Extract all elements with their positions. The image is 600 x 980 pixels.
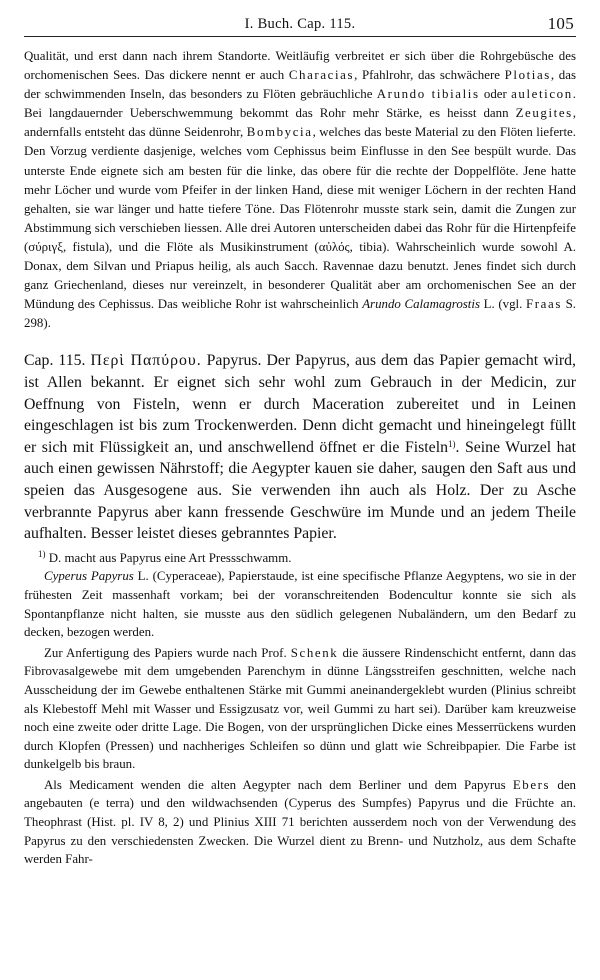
chapter-text-b: . Seine Wurzel hat auch einen gewissen Nährstoff; die Aegypter kauen sie daher, saugen den Saft aus und speien das Ausgesogene aus. Sie verwenden ihn auch als Holz. Der zu Asche verbrannte Papyrus aber kann fressende Geschwüre im Munde und an jedem Theile aufhalten. Besser leistet dieses gebranntes Papier.: [24, 438, 576, 543]
spaced-term: Schenk: [290, 645, 339, 660]
text-run: . Bei langdauernder Ueberschwemmung bekommt das Rohr mehr Stärke, es heisst dann: [24, 87, 576, 121]
spaced-term: Plotias: [504, 68, 551, 83]
footnote-reference: 1): [447, 438, 456, 449]
spaced-term: auleticon: [511, 87, 573, 102]
text-run: S. 298).: [24, 297, 576, 331]
text-run: , Pfahlrohr, das schwächere: [354, 68, 505, 83]
text-run: , welches das beste Material zu den Flöten lieferte. Den Vorzug verdiente dasjenige, welches vom Cephissus beim Einflusse in den See bespült wurde. Das unterste Ende eignete sich am besten für die linke, das obere für die rechte der Doppelflöte. Jene hatte mehr Löcher und wurde vom Pfeifer in der linken Hand, diese mit weniger Löchern in der rechten Hand gehalten, sie war länger und hatte tiefere Töne. Das Flötenrohr musste stark sein, damit die Zungen zur Abstimmung sich verschieben liessen. Alle drei Autoren unterscheiden dabei das Rohr für die Hirtenpfeife (σύριγξ, fistula), und die Flöte als Musikinstrument (αὐλός, tibia). Wahrscheinlich wurde sowohl A. Donax, dem Silvan und Priapus heilig, als auch Sacch. Ravennae dazu benutzt. Jenes findet sich durch ganz Griechenland, dieses nur vereinzelt, in besonderer Qualität aber am orchomenischen See an der Mündung des Cephissus. Das weibliche Rohr ist wahrscheinlich: [24, 125, 576, 312]
text-run: die äussere Rindenschicht entfernt, dann das Fibrovasalgewebe mit dem umgebenden Parenchym in dünne Längsstreifen geschnitten, welche nach Ausscheidung der im Gewebe enthaltenen Stärke mit Gummi aneinandergeklebt wurden (Plinius schreibt als Klebestoff Mehl mit Wasser und Essigzusatz vor, weil Gummi zu hart sei). Darüber kam kreuzweise noch eine zweite oder dritte Lage. Die Bogen, von der ursprünglichen Dicke eines Messerrückens wurden durch Klopfen (Pressen) und nachheriges Schleifen so dünn und glatt wie Schreibpapier. Die Farbe ist dunkelgelb bis braun.: [24, 645, 576, 772]
spaced-term: Fraas: [526, 297, 562, 312]
text-run: Als Medicament wenden die alten Aegypter nach dem Berliner und dem Papyrus: [44, 777, 513, 792]
page-number: 105: [547, 14, 574, 33]
italic-term: Arundo Calamagrostis: [362, 297, 480, 312]
chapter-greek-title: Περὶ Παπύρου.: [90, 352, 202, 370]
text-run: Zur Anfertigung des Papiers wurde nach Prof.: [44, 645, 291, 660]
text-run: oder: [479, 87, 512, 102]
running-title: I. Buch. Cap. 115.: [244, 16, 356, 32]
running-header: [24, 14, 576, 37]
spaced-term: Characias: [288, 68, 355, 83]
commentary-paragraph-1: [24, 567, 576, 641]
spaced-term: Bombycia: [246, 125, 313, 140]
footnote-mark: 1): [38, 548, 46, 559]
commentary-paragraph-2: [24, 644, 576, 774]
italic-term: Cyperus Papyrus: [44, 569, 134, 584]
text-run: den angebauten (e terra) und den wildwachsenden (Cyperus des Sumpfes) Papyrus und die Früchte an. Theophrast (Hist. pl. IV 8, 2) und Plinius XIII 71 berichten ausserdem noch von der Verwendung des Papyrus zu den verschiedensten Zwecken. Die Wurzel dient zu Brenn- und Nutzholz, aus dem Schafte werden Fahr-: [24, 777, 576, 867]
text-run: L. (Cyperaceae), Papierstaude, ist eine specifische Pflanze Aegyptens, wo sie in der frühesten Zeit massenhaft vorkam; bei der voranschreitenden Bodencultur konnte sie sich als Spontanpflanze nicht halten, sie musste aus den südlich gelegenen Nubaländern, um den Bedarf zu decken, bezogen werden.: [24, 569, 576, 640]
spaced-term: Arundo tibialis: [376, 87, 480, 102]
text-run: L. (vgl.: [479, 297, 527, 312]
footnote-text: D. macht aus Papyrus eine Art Pressschwamm.: [45, 550, 292, 565]
chapter-115-text: [24, 350, 576, 544]
commentary-paragraph-3: [24, 776, 576, 869]
spaced-term: Ebers: [512, 777, 551, 792]
previous-chapter-text: [24, 47, 576, 333]
footnote: [24, 549, 576, 568]
chapter-text-a: Papyrus. Der Papyrus, aus dem das Papier gemacht wird, ist Allen bekannt. Er eignet sich sehr wohl zum Gebrauch in der Medicin, zur Oeffnung von Fisteln, wenn er durch Maceration zubereitet und in Leinen eingeschlagen ist bis zum Trockenwerden. Denn dicht gemacht und hineingelegt füllt er sich mit Flüssigkeit an, und anschwellend öffnet er die Fisteln: [24, 352, 576, 456]
text-run: Qualität, und erst dann nach ihrem Standorte. Weitläufig verbreitet er sich über die Rohrgebüsche des orchomenischen Sees. Das dickere nennt er auch: [24, 49, 576, 83]
text-run: , das der schwimmenden Inseln, das besonders zu Flöten gebräuchliche: [24, 68, 576, 102]
text-run: , andernfalls entsteht das dünne Seidenrohr,: [24, 106, 576, 140]
chapter-label: Cap. 115.: [24, 352, 86, 370]
spaced-term: Zeugites: [515, 106, 573, 121]
